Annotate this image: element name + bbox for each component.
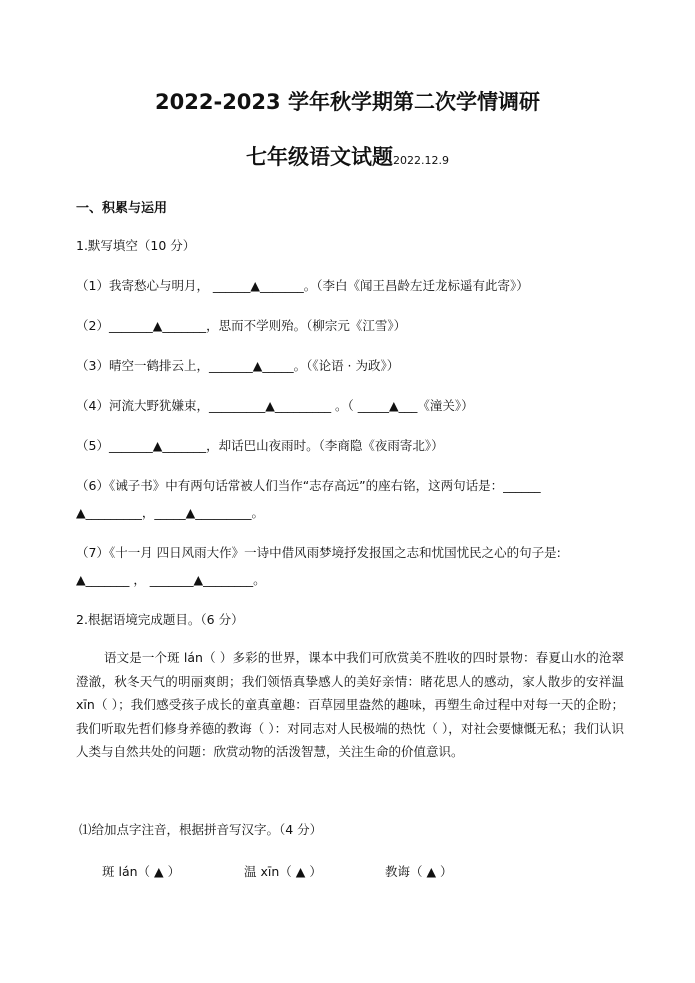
q2-subquestion-1: ⑴给加点字注音，根据拼音写汉字。（4 分） (79, 822, 323, 837)
exam-subtitle (0, 141, 695, 171)
q1-item-2: （2）_______▲_______，思而不学则殆。（柳宗元《江雪》） (76, 318, 407, 333)
question-2-header: 2.根据语境完成题目。（6 分） (76, 612, 244, 627)
pinyin-blank-3: 教诲（ ▲ ） (385, 864, 453, 879)
q1-item-7-line2: ▲_______ ， _______▲________。 (76, 572, 266, 587)
q1-item-6-line2: ▲_________，_____▲_________。 (76, 505, 264, 520)
question-1-header: 1.默写填空（10 分） (76, 238, 196, 253)
q1-item-7-line1: （7）《十一月 四日风雨大作》一诗中借风雨梦境抒发报国之志和忧国忧民之心的句子是: (76, 545, 561, 560)
reading-paragraph: 语文是一个斑 lán（ ）多彩的世界，课本中我们可欣赏美不胜收的四时景物：春夏山水的沧翠澄澈，秋冬天气的明丽爽朗；我们领悟真挚感人的美好亲情：睹花思人的感动，家人散步的安祥温 xīn（ ）；我们感受孩子成长的童真童趣：百草园里盎然的趣味，再塑生命过程中对每一天的企盼；我们听取先哲们修身养德的教诲（ ）：对同志对人民极端的热忱（ ），对社会要慷慨无私；我们认识人类与自然共处的问题：欣赏动物的活泼智慧，关注生命的价值意识。 (76, 650, 624, 759)
q1-item-4: （4）河流大野犹嫌束，_________▲_________ 。（ _____▲___《潼关》） (76, 398, 474, 413)
exam-title: 2022-2023 学年秋学期第二次学情调研 (155, 90, 540, 114)
q1-item-1: （1）我寄愁心与明月， ______▲_______。（李白《闻王昌龄左迁龙标遥有此寄》） (76, 278, 529, 293)
q1-item-3: （3）晴空一鹤排云上，_______▲_____。（《论语 · 为政》） (76, 358, 400, 373)
q1-item-5: （5）_______▲_______，却话巴山夜雨时。（李商隐《夜雨寄北》） (76, 438, 444, 453)
q1-item-6-line1: （6）《诫子书》中有两句话常被人们当作“志存高远”的座右铭，这两句话是：______ (76, 478, 541, 493)
section-heading: 一、积累与运用 (76, 201, 168, 216)
pinyin-blank-1: 斑 lán（ ▲ ） (102, 864, 181, 879)
pinyin-blank-2: 温 xīn（ ▲ ） (244, 864, 322, 879)
exam-date: 2022.12.9 (393, 154, 449, 167)
subtitle-main: 七年级语文试题 (246, 145, 393, 169)
